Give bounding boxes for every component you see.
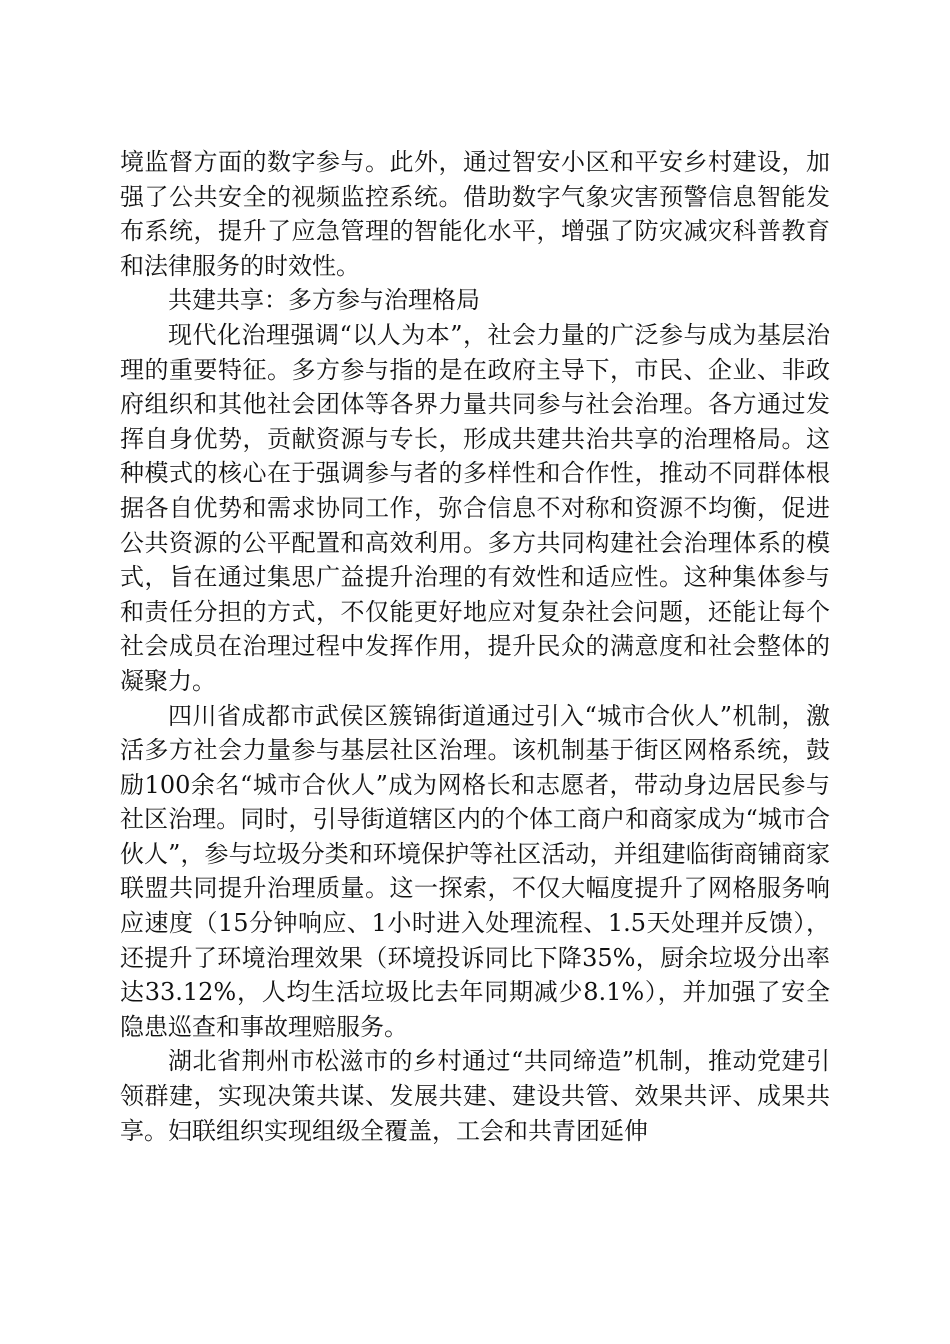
document-page <box>120 145 830 1148</box>
section-heading: 共建共享：多方参与治理格局 <box>168 286 480 315</box>
paragraph-continuation: 境监督方面的数字参与。此外，通过智安小区和平安乡村建设，加强了公共安全的视频监控系统。借助数字气象灾害预警信息智能发布系统，提升了应急管理的智能化水平，增强了防灾减灾科普教育和法律服务的时效性。 <box>120 148 830 280</box>
paragraph-modern-governance: 现代化治理强调“以人为本”，社会力量的广泛参与成为基层治理的重要特征。多方参与指的是在政府主导下，市民、企业、非政府组织和其他社会团体等各界力量共同参与社会治理。各方通过发挥自身优势，贡献资源与专长，形成共建共治共享的治理格局。这种模式的核心在于强调参与者的多样性和合作性，推动不同群体根据各自优势和需求协同工作，弥合信息不对称和资源不均衡，促进公共资源的公平配置和高效利用。多方共同构建社会治理体系的模式，旨在通过集思广益提升治理的有效性和适应性。这种集体参与和责任分担的方式，不仅能更好地应对复杂社会问题，还能让每个社会成员在治理过程中发挥作用，提升民众的满意度和社会整体的凝聚力。 <box>120 320 830 695</box>
paragraph-sichuan-case: 四川省成都市武侯区簇锦街道通过引入“城市合伙人”机制，激活多方社会力量参与基层社区治理。该机制基于街区网格系统，鼓励100余名“城市合伙人”成为网格长和志愿者，带动身边居民参与社区治理。同时，引导街道辖区内的个体工商户和商家成为“城市合伙人”，参与垃圾分类和环境保护等社区活动，并组建临街商铺商家联盟共同提升治理质量。这一探索，不仅大幅度提升了网格服务响应速度（15分钟响应、1小时进入处理流程、1.5天处理并反馈），还提升了环境治理效果（环境投诉同比下降35%，厨余垃圾分出率达33.12%，人均生活垃圾比去年同期减少8.1%），并加强了安全隐患巡查和事故理赔服务。 <box>120 701 830 1041</box>
paragraph-hubei-case: 湖北省荆州市松滋市的乡村通过“共同缔造”机制，推动党建引领群建，实现决策共谋、发展共建、建设共管、效果共评、成果共享。妇联组织实现组级全覆盖，工会和共青团延伸 <box>120 1047 830 1145</box>
